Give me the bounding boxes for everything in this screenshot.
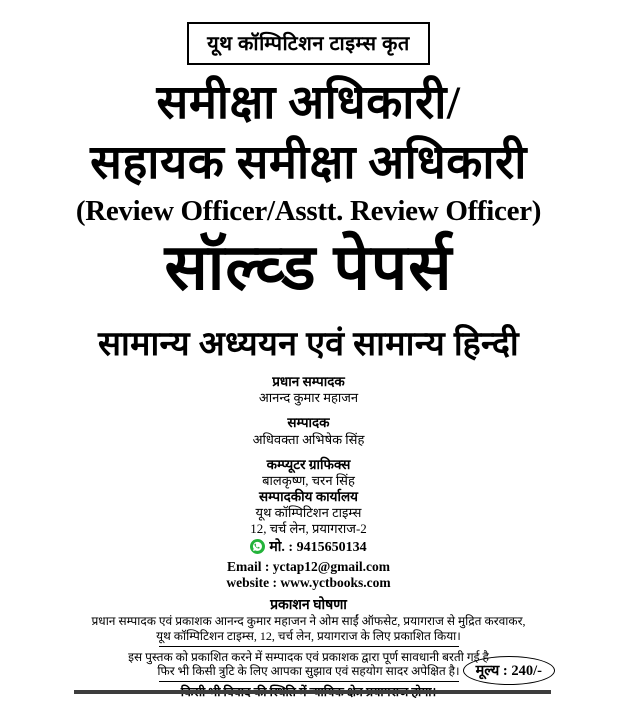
- title-line-1: समीक्षा अधिकारी/: [156, 77, 461, 129]
- bottom-rule: [74, 690, 551, 694]
- publisher-tag-box: यूथ कॉम्पिटिशन टाइम्स कृत: [187, 22, 430, 65]
- office-org-name: यूथ कॉम्पिटिशन टाइम्स: [255, 505, 362, 521]
- email-line: Email : yctap12@gmail.com: [227, 559, 390, 575]
- mobile-line: [0, 539, 617, 559]
- declaration-line-3: इस पुस्तक को प्रकाशित करने में सम्पादक एवं प्रकाशक द्वारा पूर्ण सावधानी बरती गई है: [128, 649, 489, 664]
- title-line-2: सहायक समीक्षा अधिकारी: [90, 137, 527, 190]
- editor-label: सम्पादक: [287, 415, 330, 431]
- graphics-group: [0, 457, 617, 489]
- graphics-names: बालकृष्ण, चरन सिंह: [262, 473, 355, 489]
- declaration-line-4: फिर भी किसी त्रुटि के लिए आपका सुझाव एवं सहयोग सादर अपेक्षित है।: [157, 664, 460, 679]
- mobile-number: मो. : 9415650134: [269, 540, 367, 556]
- editor-group: [0, 415, 617, 447]
- editor-name: अधिवक्ता अभिषेक सिंह: [252, 431, 365, 447]
- main-title: सॉल्व्ड पेपर्स: [164, 232, 453, 304]
- website-line: website : www.yctbooks.com: [226, 574, 391, 590]
- title-english: (Review Officer/Asstt. Review Officer): [75, 195, 542, 228]
- graphics-label: कम्प्यूटर ग्राफिक्स: [266, 456, 351, 472]
- publisher-box-wrap: [0, 0, 617, 65]
- office-heading: सम्पादकीय कार्यालय: [258, 488, 358, 504]
- subject-title: सामान्य अध्ययन एवं सामान्य हिन्दी: [98, 326, 519, 363]
- declaration-divider-2: [159, 681, 459, 682]
- office-group: [0, 489, 617, 590]
- office-address: 12, चर्च लेन, प्रयागराज-2: [250, 521, 367, 537]
- whatsapp-icon: [250, 539, 265, 559]
- declaration-line-2: यूथ कॉम्पिटिशन टाइम्स, 12, चर्च लेन, प्रयागराज के लिए प्रकाशित किया।: [156, 628, 461, 643]
- declaration-divider-1: [159, 646, 459, 647]
- chief-editor-label: प्रधान सम्पादक: [272, 374, 345, 389]
- declaration-heading: प्रकाशन घोषणा: [270, 598, 347, 614]
- price-badge: मूल्य : 240/-: [463, 656, 555, 685]
- credits-block: [0, 374, 617, 590]
- chief-editor-group: [0, 374, 617, 406]
- publication-declaration: [0, 597, 617, 700]
- chief-editor-name: आनन्द कुमार महाजन: [258, 390, 359, 406]
- declaration-line-1: प्रधान सम्पादक एवं प्रकाशक आनन्द कुमार महाजन ने ओम साईं ऑफसेट, प्रयागराज से मुद्रित करवाकर,: [91, 614, 526, 629]
